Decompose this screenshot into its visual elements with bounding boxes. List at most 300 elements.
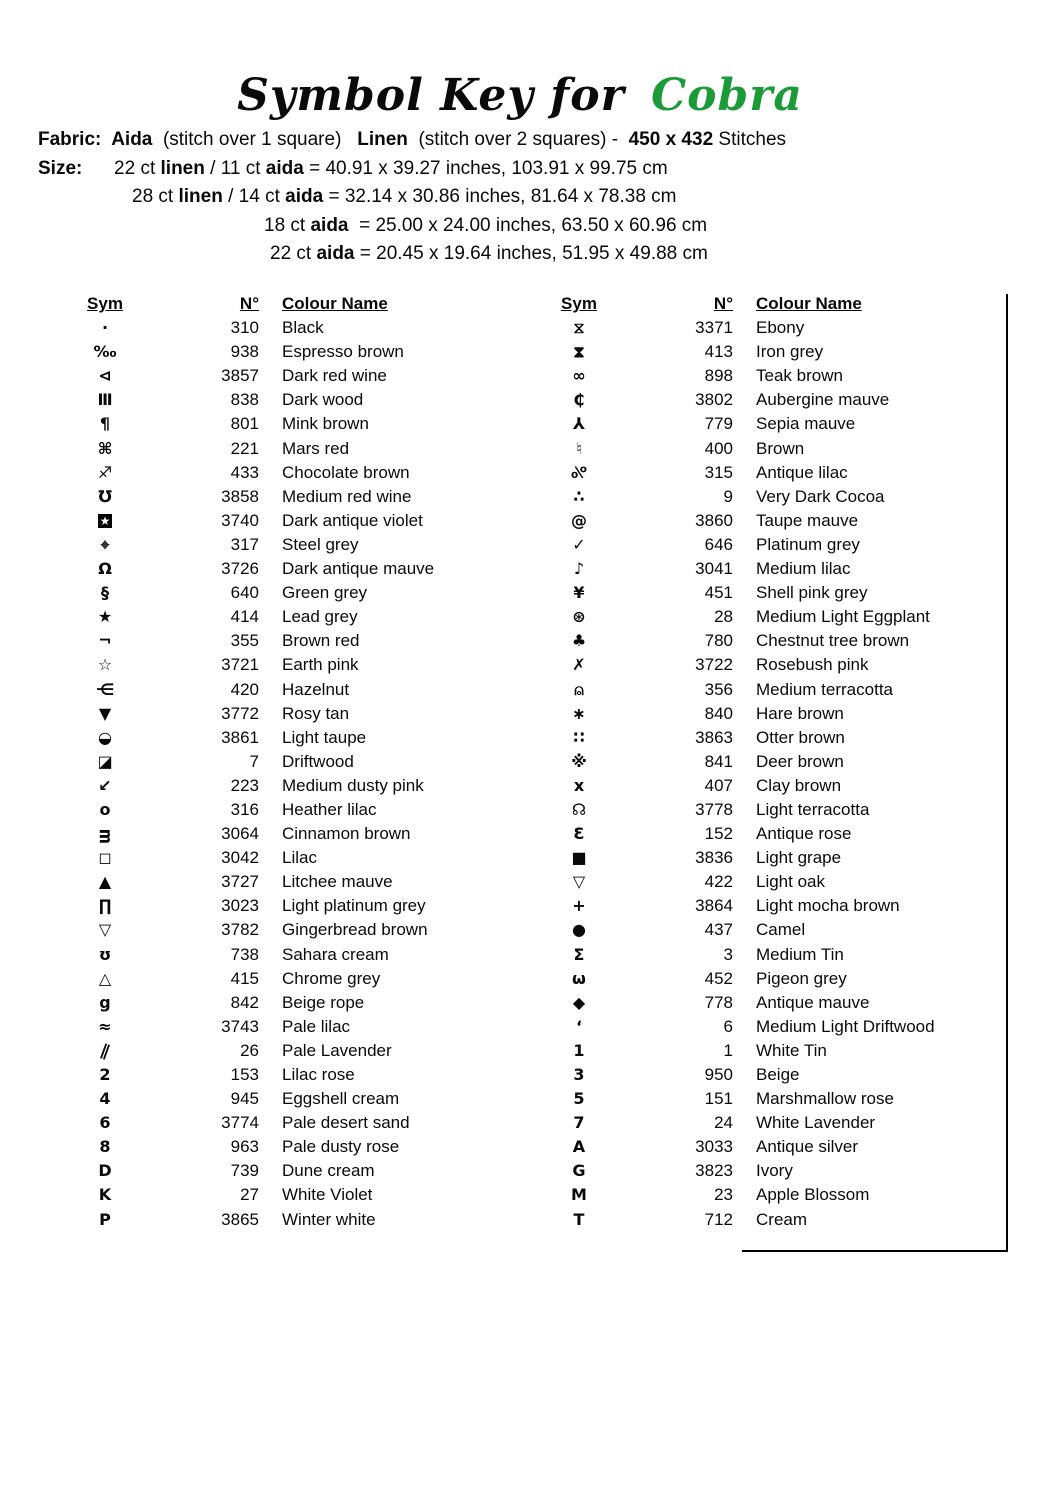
colour-name-cell: Beige — [756, 1065, 800, 1084]
key-row — [537, 653, 989, 677]
size-line — [38, 155, 786, 184]
key-row — [63, 509, 515, 533]
stitch-symbol: 6 — [99, 1113, 111, 1133]
key-row — [63, 991, 515, 1015]
sym-column-header — [63, 292, 147, 316]
info-text: = 25.00 x 24.00 inches, 63.50 x 60.96 cm — [348, 214, 708, 236]
symbol-cell — [63, 557, 147, 581]
colour-name-cell: Dune cream — [282, 1161, 375, 1181]
stitch-symbol: ♐ — [97, 462, 113, 482]
number-cell: 3782 — [221, 920, 259, 940]
number-cell: 28 — [714, 607, 733, 627]
key-row — [537, 364, 989, 388]
key-row — [537, 557, 989, 581]
number-cell: 3861 — [221, 727, 259, 747]
colour-name-cell: White Violet — [282, 1185, 373, 1205]
key-row — [63, 918, 515, 942]
key-row — [63, 581, 515, 605]
number-cell: 451 — [704, 583, 733, 603]
colour-name-cell: Ebony — [756, 318, 805, 338]
key-row — [537, 1015, 989, 1039]
key-row — [537, 798, 989, 822]
number-cell: 452 — [704, 968, 733, 988]
size-line — [132, 183, 786, 212]
key-row — [63, 1183, 515, 1207]
info-text-bold: linen — [178, 186, 223, 207]
stitch-symbol: ⍝ — [574, 679, 584, 699]
number-cell: 3802 — [695, 390, 733, 410]
key-row — [537, 774, 989, 798]
stitch-symbol: ∏ — [98, 896, 112, 916]
stitch-symbol: Ⅲ — [97, 390, 113, 410]
colour-name-cell: Lilac rose — [282, 1065, 355, 1084]
symbol-cell — [63, 1135, 147, 1159]
colour-name-cell: Hare brown — [756, 703, 844, 723]
stitch-symbol: ⋲ — [95, 679, 115, 699]
info-text-bold: 450 x 432 — [628, 129, 714, 150]
colour-name-cell: Platinum grey — [756, 534, 860, 554]
number-cell: 778 — [704, 992, 733, 1012]
key-row — [63, 967, 515, 991]
symbol-cell — [537, 316, 621, 340]
stitch-symbol: ∗ — [572, 703, 586, 723]
number-cell: 898 — [704, 366, 733, 386]
colour-name-cell: Aubergine mauve — [756, 390, 890, 410]
symbol-cell — [537, 1159, 621, 1183]
key-row — [63, 1063, 515, 1087]
number-cell: 963 — [230, 1137, 259, 1157]
key-row — [537, 509, 989, 533]
symbol-cell — [63, 726, 147, 750]
key-row — [537, 702, 989, 726]
symbol-cell — [63, 846, 147, 870]
number-cell: 7 — [249, 751, 259, 771]
key-row — [537, 533, 989, 557]
key-row — [537, 870, 989, 894]
table-border-bottom — [742, 1250, 1008, 1252]
key-row — [63, 629, 515, 653]
number-cell: 415 — [230, 968, 259, 988]
colour-name-cell: Cream — [756, 1209, 808, 1229]
symbol-cell — [537, 774, 621, 798]
number-cell: 841 — [704, 751, 733, 771]
number-cell: 938 — [230, 342, 259, 362]
number-cell: 152 — [704, 824, 733, 844]
symbol-cell — [537, 678, 621, 702]
colour-name-cell: Medium dusty pink — [282, 775, 424, 795]
number-cell: 3865 — [221, 1209, 259, 1229]
stitch-symbol: ♪ — [573, 559, 585, 579]
stitch-symbol: · — [101, 318, 109, 338]
number-cell: 3064 — [221, 824, 259, 844]
size-block — [38, 155, 786, 269]
number-cell: 3740 — [221, 510, 259, 530]
number-cell: 3772 — [221, 703, 259, 723]
number-cell: 433 — [230, 462, 259, 482]
number-cell: 356 — [704, 679, 733, 699]
symbol-cell — [537, 943, 621, 967]
stitch-symbol: D — [98, 1161, 112, 1181]
number-cell: 3727 — [221, 872, 259, 892]
info-text-bold: Fabric: — [38, 129, 112, 150]
key-row — [63, 412, 515, 436]
number-cell: 3836 — [695, 848, 733, 868]
number-column-header — [147, 292, 259, 316]
colour-name-cell: Light taupe — [282, 727, 367, 747]
colour-name-cell: Espresso brown — [282, 342, 404, 362]
colour-name-cell: Lead grey — [282, 607, 358, 627]
key-row — [63, 1135, 515, 1159]
symbol-cell — [63, 533, 147, 557]
stitch-symbol: ∷ — [573, 727, 585, 747]
stitch-symbol: ∴ — [573, 486, 585, 506]
key-row — [537, 316, 989, 340]
number-cell: 6 — [723, 1016, 733, 1036]
stitch-symbol: ⅄ — [572, 414, 586, 434]
symbol-cell — [537, 967, 621, 991]
symbol-cell — [537, 846, 621, 870]
colour-name-cell: Winter white — [282, 1209, 376, 1229]
number-cell: 400 — [704, 438, 733, 458]
info-text-bold: Aida — [111, 129, 153, 150]
stitch-symbol: ★ — [99, 513, 111, 528]
pattern-info — [38, 126, 786, 269]
key-row — [537, 1063, 989, 1087]
stitch-symbol: 1 — [573, 1040, 585, 1060]
sym-column-header-label: Sym — [561, 294, 597, 313]
key-row — [537, 967, 989, 991]
symbol-cell — [537, 991, 621, 1015]
key-row — [537, 1039, 989, 1063]
info-text: 22 ct — [82, 157, 161, 179]
symbol-cell — [63, 678, 147, 702]
number-cell: 153 — [230, 1065, 259, 1084]
colour-name-cell: Light mocha brown — [756, 896, 900, 916]
symbol-cell — [63, 629, 147, 653]
stitch-symbol: ✓ — [572, 534, 586, 554]
symbol-cell — [537, 605, 621, 629]
symbol-cell — [63, 340, 147, 364]
stitch-symbol: ▽ — [98, 920, 112, 940]
stitch-symbol: ☆ — [97, 655, 113, 675]
sym-column-header-label: Sym — [87, 294, 123, 313]
symbol-cell — [537, 726, 621, 750]
symbol-cell — [537, 1135, 621, 1159]
symbol-cell — [63, 1111, 147, 1135]
stitch-symbol: 2 — [99, 1065, 111, 1084]
stitch-symbol: ※ — [571, 751, 587, 771]
stitch-symbol: ☊ — [571, 799, 587, 819]
stitch-symbol: ¬ — [98, 631, 112, 651]
stitch-symbol: ▽ — [572, 872, 586, 892]
colour-name-column-header — [259, 292, 515, 316]
colour-name-cell: Medium lilac — [756, 559, 851, 579]
key-row — [537, 726, 989, 750]
colour-name-cell: Pale desert sand — [282, 1113, 410, 1133]
colour-name-cell: Antique silver — [756, 1137, 859, 1157]
key-row — [63, 943, 515, 967]
symbol-cell — [537, 533, 621, 557]
info-text-bold: aida — [285, 186, 324, 207]
number-cell: 3860 — [695, 510, 733, 530]
symbol-cell — [537, 653, 621, 677]
number-cell: 738 — [230, 944, 259, 964]
number-cell: 3721 — [221, 655, 259, 675]
stitch-symbol: △ — [98, 968, 112, 988]
number-cell: 9 — [723, 486, 733, 506]
symbol-cell — [63, 943, 147, 967]
colour-name-cell: Chestnut tree brown — [756, 631, 910, 651]
stitch-symbol: Ɛ — [573, 824, 585, 844]
symbol-cell — [537, 1087, 621, 1111]
symbol-cell — [537, 822, 621, 846]
info-text: (stitch over 2 squares) - — [407, 129, 629, 150]
symbol-cell — [63, 1208, 147, 1232]
colour-name-cell: Earth pink — [282, 655, 359, 675]
info-text: = 40.91 x 39.27 inches, 103.91 x 99.75 cm — [303, 157, 668, 179]
symbol-cell — [63, 798, 147, 822]
info-text-bold: aida — [310, 214, 349, 236]
stitch-symbol: 3 — [573, 1065, 585, 1084]
colour-name-cell: White Lavender — [756, 1113, 876, 1133]
key-row — [63, 1208, 515, 1232]
stitch-symbol: 5 — [573, 1089, 585, 1109]
colour-name-cell: Shell pink grey — [756, 583, 868, 603]
colour-name-column-header-label: Colour Name — [282, 294, 388, 313]
key-row — [63, 340, 515, 364]
stitch-symbol: ⧖ — [573, 318, 585, 338]
colour-name-cell: White Tin — [756, 1040, 827, 1060]
number-cell: 420 — [230, 679, 259, 699]
symbol-cell — [537, 509, 621, 533]
number-cell: 838 — [230, 390, 259, 410]
stitch-symbol: Σ — [573, 944, 585, 964]
symbol-cell — [537, 1183, 621, 1207]
key-row — [63, 316, 515, 340]
stitch-symbol: ♣ — [571, 631, 587, 651]
stitch-symbol: ◆ — [572, 992, 586, 1012]
colour-name-cell: Lilac — [282, 848, 317, 868]
stitch-symbol: ¥ — [573, 583, 585, 603]
key-row — [537, 1159, 989, 1183]
number-cell: 1 — [723, 1040, 733, 1060]
key-row — [537, 1087, 989, 1111]
stitch-symbol: ◻ — [98, 848, 112, 868]
stitch-symbol: ℧ — [98, 486, 112, 506]
stitch-symbol: 4 — [99, 1089, 111, 1109]
key-row — [63, 461, 515, 485]
stitch-symbol: ▲ — [98, 872, 112, 892]
info-text: = 32.14 x 30.86 inches, 81.64 x 78.38 cm — [323, 186, 677, 207]
stitch-symbol: A — [572, 1137, 586, 1157]
number-cell: 3858 — [221, 486, 259, 506]
number-cell: 3371 — [695, 318, 733, 338]
key-row — [537, 412, 989, 436]
symbol-cell — [63, 1015, 147, 1039]
symbol-cell — [63, 653, 147, 677]
colour-name-cell: Eggshell cream — [282, 1089, 400, 1109]
number-cell: 3041 — [695, 559, 733, 579]
key-row — [63, 1087, 515, 1111]
symbol-cell — [63, 894, 147, 918]
colour-name-cell: Antique lilac — [756, 462, 848, 482]
key-row — [63, 605, 515, 629]
stitch-symbol: ∥ — [98, 1040, 113, 1061]
symbol-cell — [63, 437, 147, 461]
number-cell: 646 — [704, 534, 733, 554]
colour-name-cell: Pale Lavender — [282, 1040, 392, 1060]
symbol-cell — [537, 1015, 621, 1039]
colour-name-cell: Mars red — [282, 438, 350, 458]
table-border-vertical — [1006, 294, 1008, 1252]
symbol-cell — [537, 557, 621, 581]
key-row — [63, 894, 515, 918]
symbol-cell — [63, 316, 147, 340]
key-row — [63, 1111, 515, 1135]
number-cell: 3778 — [695, 799, 733, 819]
symbol-cell — [63, 1159, 147, 1183]
colour-name-cell: Otter brown — [756, 727, 845, 747]
key-row — [537, 461, 989, 485]
key-row — [537, 991, 989, 1015]
info-text-bold: Linen — [357, 129, 408, 150]
symbol-cell — [63, 485, 147, 509]
number-cell: 317 — [230, 534, 259, 554]
key-row — [63, 1159, 515, 1183]
key-row — [63, 653, 515, 677]
stitch-symbol: ♮ — [576, 438, 582, 458]
symbol-cell — [537, 1208, 621, 1232]
symbol-cell — [537, 918, 621, 942]
colour-name-cell: Antique mauve — [756, 992, 870, 1012]
stitch-symbol: + — [572, 896, 586, 916]
key-row — [537, 629, 989, 653]
info-text-bold: Size: — [38, 157, 83, 179]
info-text-bold: linen — [160, 157, 205, 179]
key-table-header — [63, 292, 515, 316]
colour-name-cell: Sepia mauve — [756, 414, 856, 434]
colour-name-cell: Camel — [756, 920, 806, 940]
symbol-cell — [63, 509, 147, 533]
colour-name-cell: Gingerbread brown — [282, 920, 428, 940]
stitch-symbol: ⌘ — [97, 438, 113, 458]
info-text: / 11 ct — [204, 157, 266, 179]
key-row — [537, 485, 989, 509]
symbol-cell — [537, 340, 621, 364]
colour-name-cell: Sahara cream — [282, 944, 389, 964]
stitch-symbol: K — [98, 1185, 112, 1205]
key-row — [63, 364, 515, 388]
info-text: (stitch over 1 square) — [152, 129, 358, 150]
number-cell: 3042 — [221, 848, 259, 868]
key-row — [63, 870, 515, 894]
number-cell: 3023 — [221, 896, 259, 916]
colour-name-cell: Pale lilac — [282, 1016, 351, 1036]
key-row — [63, 1015, 515, 1039]
colour-name-cell: Very Dark Cocoa — [756, 486, 885, 506]
symbol-cell — [63, 364, 147, 388]
key-row — [537, 437, 989, 461]
stitch-symbol: ● — [572, 920, 586, 940]
number-column-header — [621, 292, 733, 316]
number-cell: 310 — [230, 318, 259, 338]
key-table-header — [537, 292, 989, 316]
key-row — [537, 581, 989, 605]
key-row — [537, 388, 989, 412]
stitch-symbol: ʊ — [98, 944, 112, 964]
key-row — [63, 437, 515, 461]
number-cell: 422 — [704, 872, 733, 892]
number-column-header-label: N° — [713, 294, 733, 313]
symbol-cell — [537, 750, 621, 774]
colour-name-cell: Heather lilac — [282, 799, 377, 819]
stitch-symbol: o — [99, 799, 111, 819]
key-row — [537, 822, 989, 846]
stitch-symbol: ⊲ — [98, 366, 112, 386]
key-row — [537, 340, 989, 364]
stitch-symbol: ★ — [97, 607, 113, 627]
number-cell: 151 — [704, 1089, 733, 1109]
fabric-line — [38, 126, 786, 155]
stitch-symbol: ■ — [571, 848, 587, 868]
symbol-cell — [537, 1063, 621, 1087]
number-cell: 842 — [230, 992, 259, 1012]
sym-column-header — [537, 292, 621, 316]
stitch-symbol: ≈ — [98, 1016, 112, 1036]
colour-name-cell: Teak brown — [756, 366, 843, 386]
number-cell: 3726 — [221, 559, 259, 579]
size-line — [264, 212, 786, 241]
number-cell: 315 — [704, 462, 733, 482]
symbol-cell — [537, 388, 621, 412]
symbol-cell — [537, 581, 621, 605]
number-cell: 414 — [230, 607, 259, 627]
colour-name-cell: Light oak — [756, 872, 825, 892]
key-row — [63, 774, 515, 798]
symbol-cell — [63, 822, 147, 846]
symbol-cell — [63, 388, 147, 412]
stitch-symbol: § — [101, 583, 109, 603]
symbol-cell — [63, 750, 147, 774]
colour-name-cell: Dark antique mauve — [282, 559, 435, 579]
stitch-symbol: ‰ — [93, 342, 117, 362]
symbol-cell — [63, 581, 147, 605]
info-text: 28 ct — [132, 186, 179, 207]
colour-name-cell: Medium Light Eggplant — [756, 607, 930, 627]
colour-name-cell: Black — [282, 318, 324, 338]
symbol-cell — [537, 629, 621, 653]
symbol-cell — [537, 437, 621, 461]
key-row — [537, 894, 989, 918]
number-cell: 407 — [704, 775, 733, 795]
key-row — [63, 388, 515, 412]
number-cell: 780 — [704, 631, 733, 651]
number-cell: 3823 — [695, 1161, 733, 1181]
stitch-symbol: @ — [571, 510, 587, 530]
colour-name-cell: Deer brown — [756, 751, 844, 771]
number-cell: 3743 — [221, 1016, 259, 1036]
symbol-key-table-left — [63, 292, 515, 1232]
key-row — [537, 605, 989, 629]
symbol-cell — [537, 870, 621, 894]
number-cell: 3864 — [695, 896, 733, 916]
key-row — [63, 678, 515, 702]
key-row — [537, 1183, 989, 1207]
title-pattern-name: Cobra — [651, 70, 803, 121]
colour-name-cell: Medium Light Driftwood — [756, 1016, 935, 1036]
number-cell: 945 — [230, 1089, 259, 1109]
number-cell: 3 — [723, 944, 733, 964]
